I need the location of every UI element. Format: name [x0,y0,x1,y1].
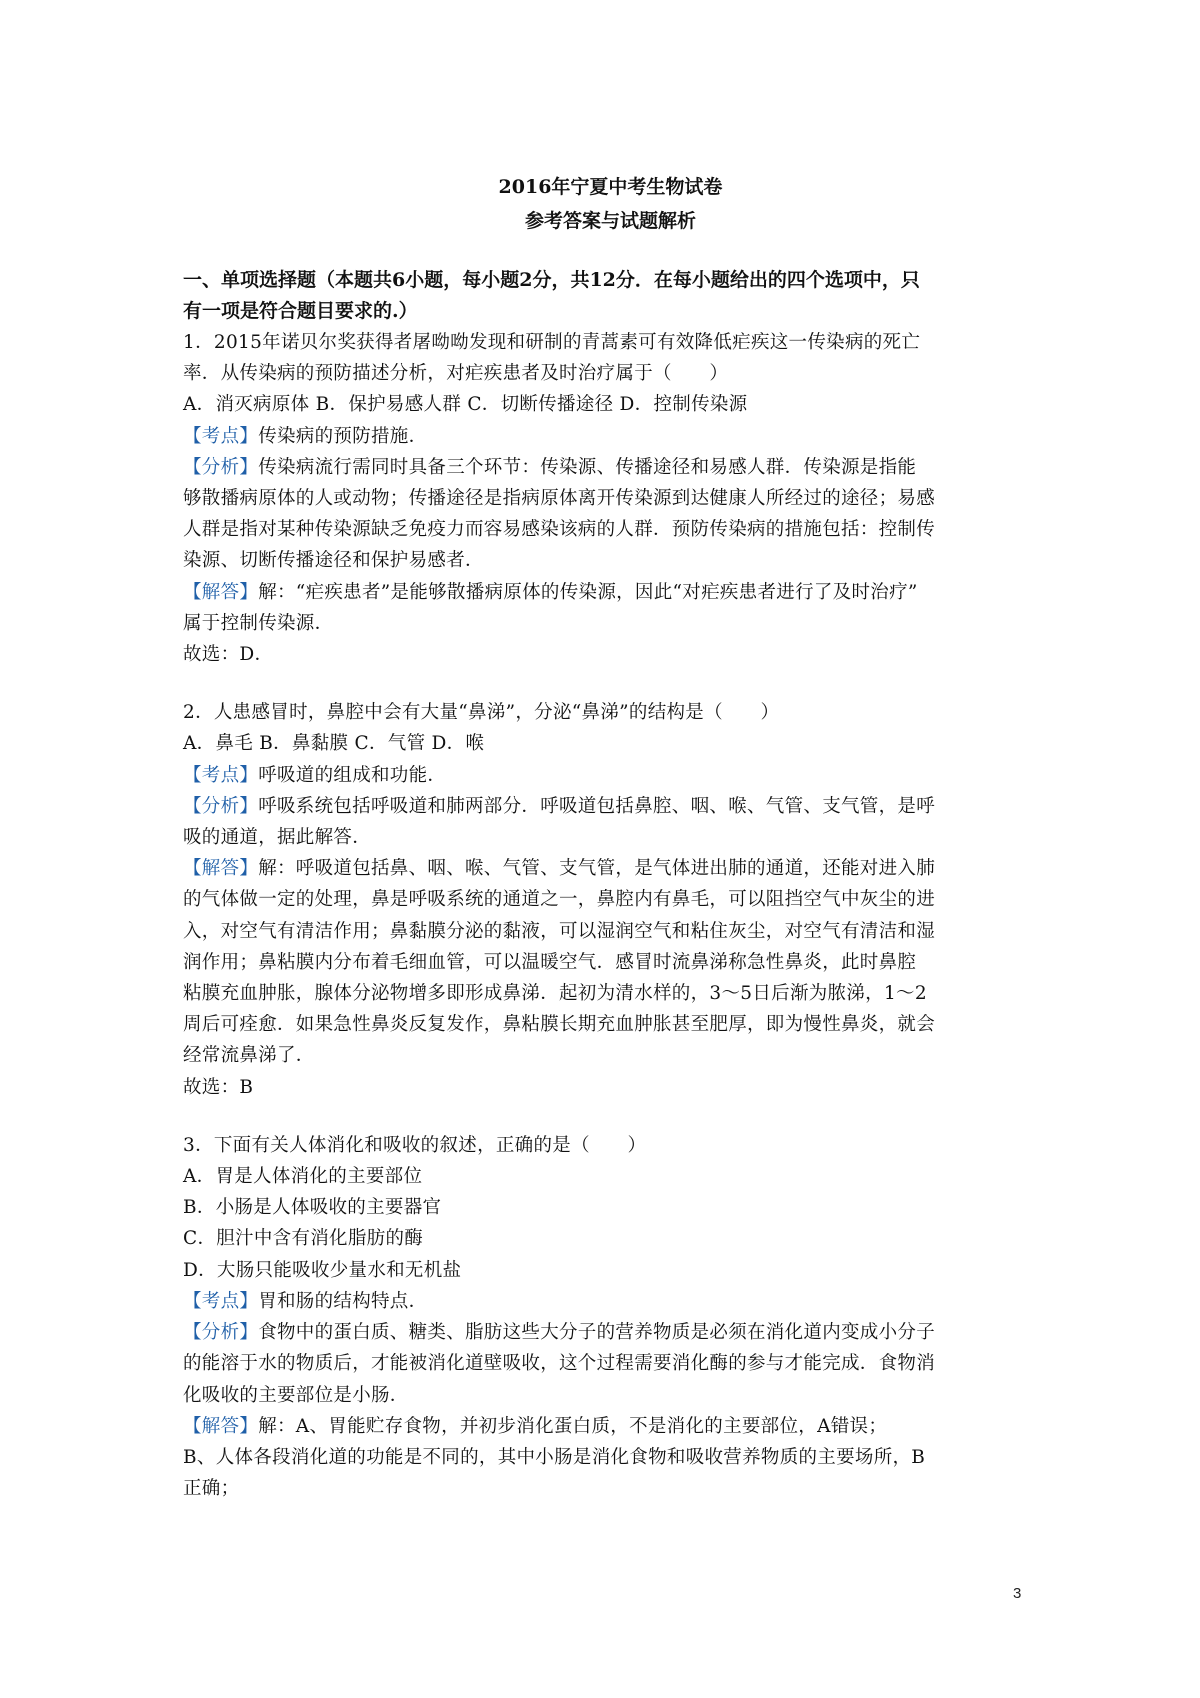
kaodian-text: 传染病的预防措施． [258,425,428,447]
kaodian-tag: 【考点】 [183,1290,259,1312]
jieda-tag: 【解答】 [183,581,259,603]
fenxi-text: 呼吸系统包括呼吸道和肺两部分．呼吸道包括鼻腔、咽、喉、气管、支气管，是呼 [258,795,936,817]
jieda-text: 属于控制传染源． [183,612,334,634]
jieda-text: B、人体各段消化道的功能是不同的，其中小肠是消化食物和吸收营养物质的主要场所，B [183,1446,926,1468]
fenxi-line [183,452,1038,483]
answer-line: 故选：D． [183,644,274,666]
jieda-text: 粘膜充血肿胀，腺体分泌物增多即形成鼻涕．起初为清水样的，3～5日后渐为脓涕，1～2 [183,983,927,1005]
jieda-text: 正确； [183,1478,240,1500]
page-subtitle: 参考答案与试题解析 [524,210,696,232]
fenxi-text: 化吸收的主要部位是小肠． [183,1384,409,1406]
fenxi-text: 染源、切断传播途径和保护易感者． [183,550,484,572]
title-block [183,170,1038,238]
question-options: A．消灭病原体 B．保护易感人群 C．切断传播途径 D．控制传染源 [183,394,748,416]
kaodian-tag: 【考点】 [183,764,259,786]
kaodian-line [183,421,1038,452]
jieda-text: 入，对空气有清洁作用；鼻黏膜分泌的黏液，可以湿润空气和粘住灰尘，对空气有清洁和湿 [183,920,936,942]
question-stem: 率．从传染病的预防描述分析，对疟疾患者及时治疗属于（ ） [183,363,729,385]
jieda-tag: 【解答】 [183,858,259,880]
section-heading-line: 有一项是符合题目要求的.） [183,300,418,322]
jieda-text: 解：呼吸道包括鼻、咽、喉、气管、支气管，是气体进出肺的通道，还能对进入肺 [258,858,936,880]
question-stem: 3．下面有关人体消化和吸收的叙述，正确的是（ ） [183,1134,647,1156]
option-b: B．小肠是人体吸收的主要器官 [183,1197,442,1219]
jieda-tag: 【解答】 [183,1415,259,1437]
jieda-line [183,577,1038,608]
fenxi-tag: 【分析】 [183,456,259,478]
spacer [183,1103,1038,1130]
option-a: A．胃是人体消化的主要部位 [183,1166,423,1188]
jieda-text: 周后可痊愈．如果急性鼻炎反复发作，鼻粘膜长期充血肿胀甚至肥厚，即为慢性鼻炎，就会 [183,1014,936,1036]
fenxi-tag: 【分析】 [183,1322,259,1344]
fenxi-text: 吸的通道，据此解答． [183,827,372,849]
jieda-text: 经常流鼻涕了． [183,1045,315,1067]
content-body [183,265,1038,1504]
fenxi-text: 够散播病原体的人或动物；传播途径是指病原体离开传染源到达健康人所经过的途径；易感 [183,488,936,510]
fenxi-tag: 【分析】 [183,795,259,817]
question-stem: 2．人患感冒时，鼻腔中会有大量“鼻涕”，分泌“鼻涕”的结构是（ ） [183,702,780,724]
option-c: C．胆汁中含有消化脂肪的酶 [183,1228,424,1250]
fenxi-text: 的能溶于水的物质后，才能被消化道壁吸收，这个过程需要消化酶的参与才能完成．食物消 [183,1353,936,1375]
jieda-line [183,853,1038,884]
spacer [183,670,1038,697]
jieda-text: 的气体做一定的处理，鼻是呼吸系统的通道之一，鼻腔内有鼻毛，可以阻挡空气中灰尘的进 [183,889,936,911]
fenxi-text: 食物中的蛋白质、糖类、脂肪这些大分子的营养物质是必须在消化道内变成小分子 [258,1322,936,1344]
jieda-text: 润作用；鼻粘膜内分布着毛细血管，可以温暖空气．感冒时流鼻涕称急性鼻炎，此时鼻腔 [183,951,917,973]
kaodian-line [183,760,1038,791]
fenxi-line [183,1317,1038,1348]
fenxi-line [183,791,1038,822]
question-options: A．鼻毛 B．鼻黏膜 C．气管 D．喉 [183,733,485,755]
jieda-text: 解：A、胃能贮存食物，并初步消化蛋白质，不是消化的主要部位，A错误； [258,1415,888,1437]
section-heading-line: 一、单项选择题（本题共6小题，每小题2分，共12分．在每小题给出的四个选项中，只 [183,269,920,291]
jieda-text: 解：“疟疾患者”是能够散播病原体的传染源，因此“对疟疾患者进行了及时治疗” [258,581,918,603]
jieda-line [183,1411,1038,1442]
fenxi-text: 人群是指对某种传染源缺乏免疫力而容易感染该病的人群．预防传染病的措施包括：控制传 [183,519,936,541]
question-3 [183,1130,1038,1504]
question-2 [183,697,1038,1103]
option-d: D．大肠只能吸收少量水和无机盐 [183,1259,462,1281]
kaodian-tag: 【考点】 [183,425,259,447]
answer-line: 故选：B [183,1076,254,1098]
kaodian-line [183,1286,1038,1317]
page-title: 2016年宁夏中考生物试卷 [498,176,723,198]
question-stem: 1．2015年诺贝尔奖获得者屠呦呦发现和研制的青蒿素可有效降低疟疾这一传染病的死亡 [183,332,921,353]
fenxi-text: 传染病流行需同时具备三个环节：传染源、传播途径和易感人群．传染源是指能 [258,456,917,478]
kaodian-text: 呼吸道的组成和功能． [258,764,447,786]
question-1 [183,327,1038,670]
page-number: 3 [1013,1585,1022,1602]
kaodian-text: 胃和肠的结构特点． [258,1290,428,1312]
